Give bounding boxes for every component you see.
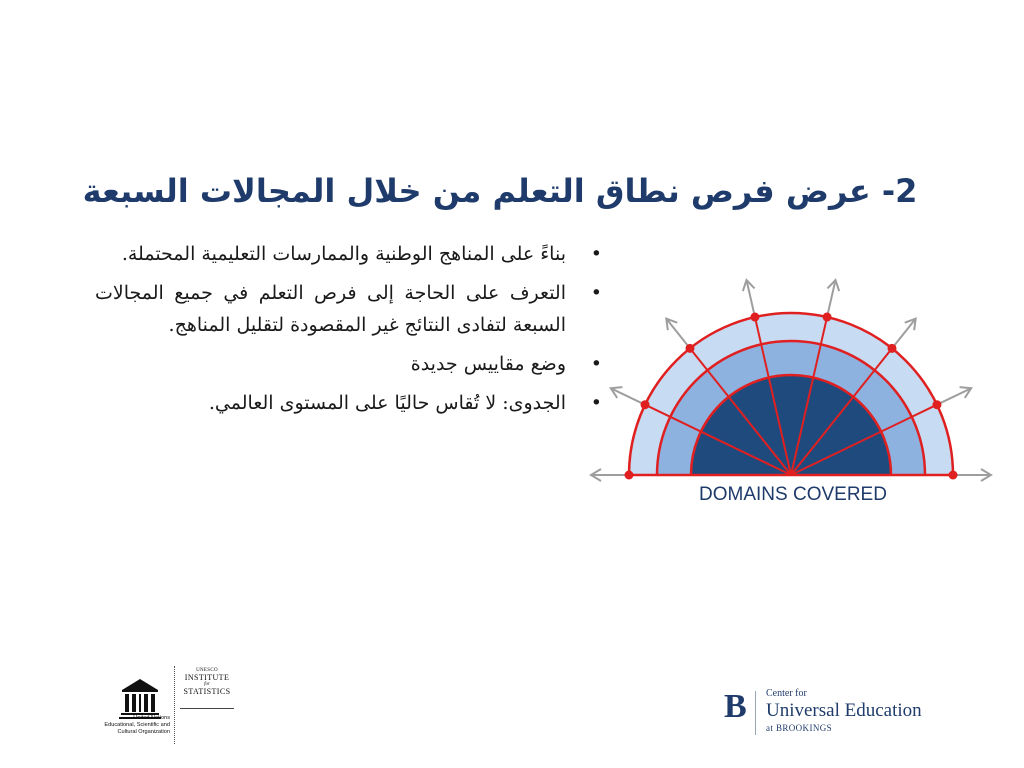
- domain-dot: [625, 471, 634, 480]
- brookings-b-icon: B: [724, 688, 747, 725]
- bullet-dot: •: [590, 243, 602, 265]
- domain-dot: [888, 344, 897, 353]
- bullet-text: التعرف على الحاجة إلى فرص التعلم في جميع المجالات السبعة لتفادى النتائج غير المقصودة لتقليل المناهج.: [95, 281, 566, 337]
- bullet-item: [95, 238, 610, 271]
- domain-dot: [641, 400, 650, 409]
- logo-divider: [755, 691, 756, 735]
- bullet-text: بناءً على المناهج الوطنية والممارسات التعليمية المحتملة.: [121, 243, 566, 265]
- domain-dot: [932, 400, 941, 409]
- brookings-logo: [724, 688, 964, 738]
- domain-dot: [750, 313, 759, 322]
- slide-title: 2- عرض فرص نطاق التعلم من خلال المجالات السبعة: [82, 172, 918, 211]
- uis-wordmark: UNESCO INSTITUTE for STATISTICS: [183, 668, 231, 697]
- domains-diagram: [580, 262, 1000, 512]
- logo-divider: [174, 666, 175, 744]
- bullet-item: [95, 348, 610, 381]
- brookings-wordmark: Center for Universal Education at BROOKINGS: [766, 688, 922, 733]
- diagram-caption: DOMAINS COVERED: [699, 484, 887, 505]
- unesco-temple-icon: [118, 676, 162, 720]
- bullet-item: [95, 387, 610, 420]
- domain-dot: [823, 313, 832, 322]
- domain-dot: [685, 344, 694, 353]
- bullet-text: الجدوى: لا تُقاس حاليًا على المستوى العالمي.: [208, 391, 566, 414]
- bullet-text: وضع مقاييس جديدة: [410, 353, 566, 376]
- unesco-logo: [88, 662, 248, 746]
- bullet-list: [95, 238, 610, 425]
- arrow-shaft: [666, 319, 690, 349]
- bullet-dot: •: [590, 353, 602, 376]
- bullet-item: [95, 277, 610, 342]
- arrow-shaft: [892, 319, 916, 349]
- bullet-dot: •: [590, 281, 602, 304]
- bullet-dot: •: [590, 391, 602, 414]
- domain-dot: [949, 471, 958, 480]
- unesco-org-name: United Nations Educational, Scientific and Cultural Organization: [104, 715, 170, 735]
- uis-underline: [180, 708, 234, 709]
